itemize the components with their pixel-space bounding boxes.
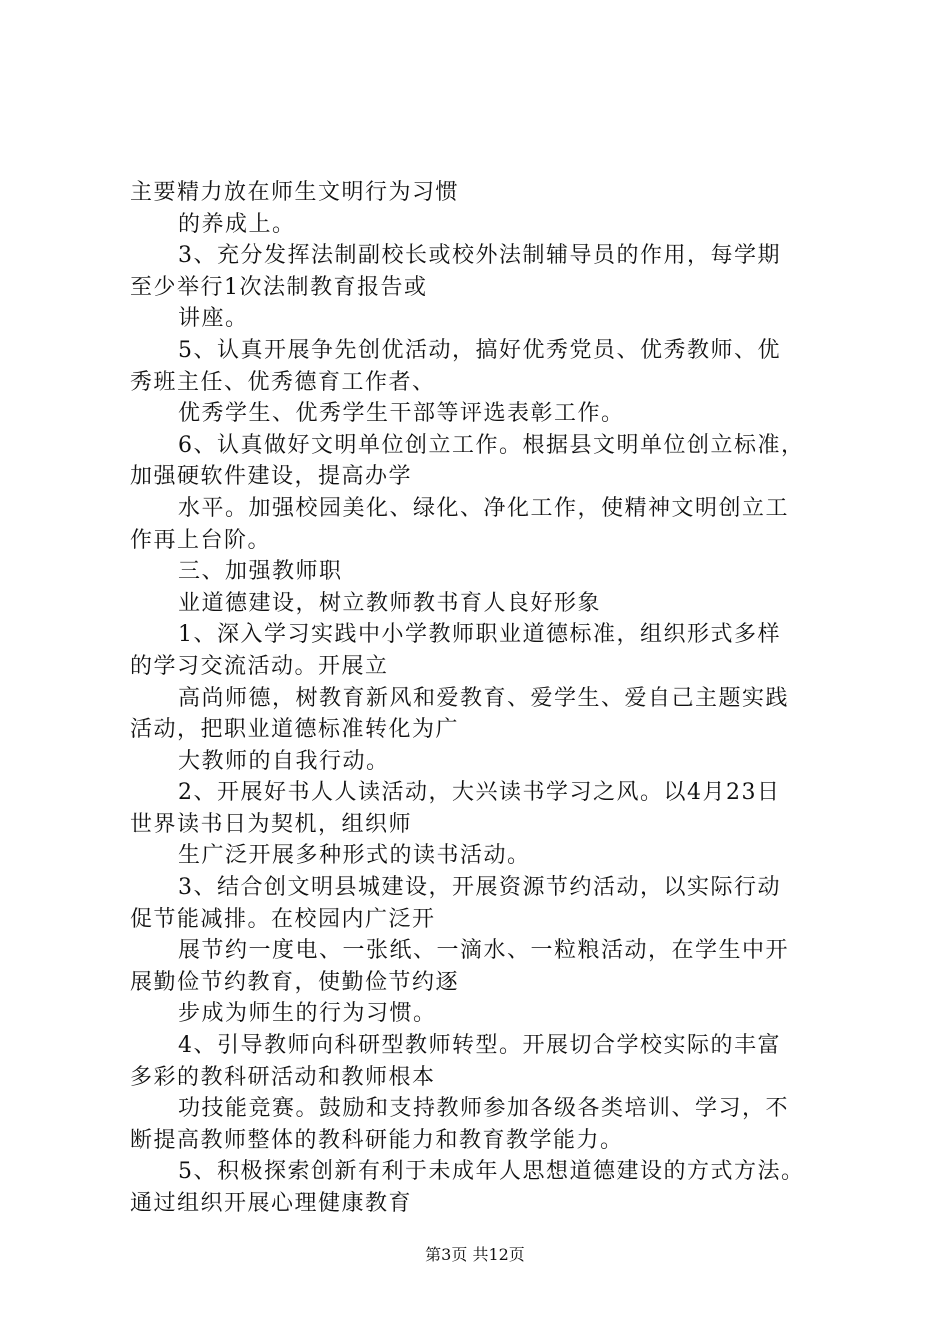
text-line: 活动，把职业道德标准转化为广 xyxy=(130,717,460,743)
page-footer xyxy=(0,1244,950,1266)
text-line: 功技能竞赛。鼓励和支持教师参加各级各类培训、学习，不 xyxy=(178,1096,790,1122)
text-line: 的学习交流活动。开展立 xyxy=(130,653,389,679)
text-line: 4、引导教师向科研型教师转型。开展切合学校实际的丰富 xyxy=(178,1033,781,1059)
text-line: 三、加强教师职 xyxy=(178,559,343,585)
text-line: 1、深入学习实践中小学教师职业道德标准，组织形式多样 xyxy=(178,622,781,648)
text-line: 世界读书日为契机，组织师 xyxy=(130,811,413,837)
text-line: 优秀学生、优秀学生干部等评选表彰工作。 xyxy=(178,401,625,427)
text-line: 展节约一度电、一张纸、一滴水、一粒粮活动，在学生中开 xyxy=(178,938,790,964)
text-line: 通过组织开展心理健康教育 xyxy=(130,1191,413,1216)
text-line: 5、积极探索创新有利于未成年人思想道德建设的方式方法。 xyxy=(178,1159,805,1185)
text-line: 促节能减排。在校园内广泛开 xyxy=(130,906,436,932)
document-body xyxy=(130,177,850,1220)
text-line: 3、充分发挥法制副校长或校外法制辅导员的作用，每学期 xyxy=(178,243,781,269)
text-line: 作再上台阶。 xyxy=(130,527,272,553)
text-line: 主要精力放在师生文明行为习惯 xyxy=(130,180,460,205)
text-line: 断提高教师整体的教科研能力和教育教学能力。 xyxy=(130,1127,624,1153)
text-line: 水平。加强校园美化、绿化、净化工作，使精神文明创立工 xyxy=(178,495,790,521)
text-line: 业道德建设，树立教师教书育人良好形象 xyxy=(178,590,602,616)
text-line: 5、认真开展争先创优活动，搞好优秀党员、优秀教师、优 xyxy=(178,337,781,363)
text-line: 大教师的自我行动。 xyxy=(178,748,390,774)
text-line: 3、结合创文明县城建设，开展资源节约活动，以实际行动 xyxy=(178,875,781,901)
text-line: 至少举行1次法制教育报告或 xyxy=(130,274,428,300)
page-number-label: 第3页 共12页 xyxy=(425,1245,525,1264)
text-line: 的养成上。 xyxy=(178,211,296,237)
text-line: 加强硬软件建设，提高办学 xyxy=(130,464,413,490)
text-line: 步成为师生的行为习惯。 xyxy=(178,1001,437,1027)
text-line: 讲座。 xyxy=(178,306,249,332)
text-line: 高尚师德，树教育新风和爱教育、爱学生、爱自己主题实践 xyxy=(178,685,790,711)
text-line: 6、认真做好文明单位创立工作。根据县文明单位创立标准， xyxy=(178,432,805,458)
text-line: 展勤俭节约教育，使勤俭节约逐 xyxy=(130,969,460,995)
text-line: 2、开展好书人人读活动，大兴读书学习之风。以4月23日 xyxy=(178,780,781,806)
text-line: 多彩的教科研活动和教师根本 xyxy=(130,1064,436,1090)
text-line: 秀班主任、优秀德育工作者、 xyxy=(130,369,436,395)
text-line: 生广泛开展多种形式的读书活动。 xyxy=(178,843,531,869)
